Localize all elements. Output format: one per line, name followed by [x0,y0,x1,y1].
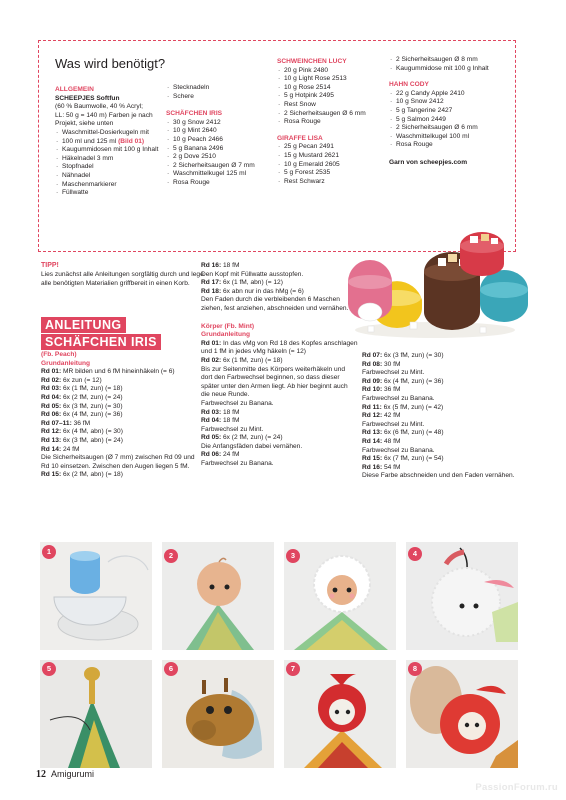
photo-number-badge: 8 [408,662,422,676]
round-row: Rd 03: 18 fM [201,408,240,416]
koerper-heading: Körper (Fb. Mint) [201,322,255,330]
round-row: Bis zur Seitenmitte des Körpers weiterhäkeln und dort den Farbwechsel beginnen, so dass dieser später unter den Armen liegt. Ab hier beginnt auch die neue Runde. [201,365,348,399]
material-item: · Waschmittel-Dosierkugeln mit [55,129,170,138]
material-item: · Waschmittelkugel 100 ml [389,133,514,142]
round-row: Diese Farbe abschneiden und den Faden vernähen. [362,472,515,480]
step-photo-6 [162,660,274,768]
red-capsule [460,232,504,276]
round-row: Farbwechsel zu Banana. [362,446,435,454]
photo-number-badge: 5 [42,662,56,676]
round-row: Rd 06: 24 fM [201,451,240,459]
round-row: Farbwechsel zu Mint. [362,420,425,428]
round-row: Den Faden durch die verbleibenden 6 Maschen ziehen, fest anziehen, abschneiden und vernähen. [201,296,349,312]
materials-title: Was wird benötigt? [55,56,166,71]
material-item: · 25 g Pecan 2491 [277,143,387,152]
round-row: Rd 06: 6x (4 fM, zun) (= 36) [41,411,123,419]
photo-number-badge: 1 [42,545,56,559]
round-row: Rd 17: 6x (1 fM, abn) (= 12) [201,279,283,287]
round-row: Rd 15: 6x (7 fM, zun) (= 54) [362,455,444,463]
step-photo-4 [406,542,518,650]
round-row: Rd 07: 6x (3 fM, zun) (= 30) [362,352,444,359]
instruction-column-2 [201,262,358,469]
product-photo [340,232,530,342]
round-row: Rd 02: 6x (1 fM, zun) (= 18) [201,356,283,364]
photo-number-badge: 2 [164,549,178,563]
color-note: (Fb. Peach) [41,351,77,358]
round-row: Rd 03: 6x (1 fM, zun) (= 18) [41,385,123,393]
material-item: · 22 g Candy Apple 2410 [389,90,514,99]
allgemein-heading: ALLGEMEIN [55,86,94,93]
step-photo-3 [284,542,396,650]
material-item: · Rosa Rouge [166,179,266,188]
round-row: Rd 04: 6x (2 fM, zun) (= 24) [41,393,123,401]
schweinchen-heading: SCHWEINCHEN LUCY [277,58,347,65]
eyes-note: Die Sicherheitsaugen (Ø 7 mm) zwischen Rd 09 und Rd 10 einsetzen. Zwischen den Augen liegen 5 fM. [41,454,195,470]
material-item: · 5 g Banana 2496 [166,145,266,154]
material-item: · Schere [166,93,266,102]
material-item: · Rosa Rouge [389,141,514,150]
material-item: · 20 g Pink 2480 [277,67,387,76]
round-row: Farbwechsel zu Banana. [362,394,435,402]
round-row: Rd 16: 54 fM [362,463,401,471]
yarn-desc: (60 % Baumwolle, 40 % Acryl; [55,103,143,111]
allgemein-column [55,84,170,198]
material-item: · Rest Snow [277,101,387,110]
photo-number-badge: 3 [286,549,300,563]
yarn-source: Garn von scheepjes.com [389,158,468,166]
material-item: · 2 Sicherheitsaugen Ø 6 mm [389,124,514,133]
material-item: · Füllwatte [55,189,170,198]
material-item [55,138,170,147]
instruction-column-1 [41,351,201,480]
material-item: · Rest Schwarz [277,178,387,187]
material-item: · 10 g Mint 2640 [166,127,266,136]
material-item: · Nähnadel [55,172,170,181]
bild-ref: (Bild 01) [118,137,145,145]
page-number: 12 [36,769,46,780]
material-item: · 5 g Forest 2535 [277,169,387,178]
round-row: Rd 05: 6x (2 fM, zun) (= 24) [201,434,283,442]
giraffe-heading: GIRAFFE LISA [277,134,323,142]
step-photo-7 [284,660,396,768]
material-item: · 5 g Salmon 2449 [389,116,514,125]
material-item: · 5 g Tangerine 2427 [389,107,514,116]
step-photo-2 [162,542,274,650]
material-item-text: 100 ml und 125 ml [62,137,119,145]
tipp-heading: TIPP! [41,262,59,269]
hahn-heading: HAHN CODY [389,81,429,89]
round-row: Rd 04: 18 fM [201,417,240,425]
yarn-name: SCHEEPJES Softfun [55,94,120,102]
round-row: Rd 15: 6x (2 fM, abn) (= 18) [41,471,123,479]
round-row: Den Kopf mit Füllwatte ausstopfen. [201,270,304,278]
material-item: · Maschenmarkierer [55,181,170,190]
instruction-heading-line2: SCHÄFCHEN IRIS [41,334,161,350]
material-item: · Stecknadeln [166,84,266,93]
round-row: Rd 02: 6x zun (= 12) [41,376,102,384]
round-row: Rd 18: 6x abn nur in das hMg (= 6) [201,287,304,295]
material-item: · 2 Sicherheitsaugen Ø 7 mm [166,162,266,171]
material-item: · 10 g Peach 2466 [166,136,266,145]
photo-number-badge: 4 [408,547,422,561]
round-row: Rd 10: 36 fM [362,386,401,394]
instruction-column-3 [362,352,522,481]
material-item: · 10 g Light Rose 2513 [277,75,387,84]
instruction-heading [41,317,161,351]
round-row: Die Anfangsfäden dabei vernähen. [201,442,303,450]
tipp-text: Lies zunächst alle Anleitungen sorgfältig durch und lege alle benötigten Materialien griffbereit in einen Korb. [41,271,204,287]
material-item: · 10 g Emerald 2605 [277,161,387,170]
round-row: Rd 14: 48 fM [362,437,401,445]
step-photo-5 [40,660,152,768]
grundanleitung-heading: Grundanleitung [41,359,91,367]
round-row: Rd 13: 6x (6 fM, zun) (= 48) [362,429,444,437]
round-row: Rd 13: 6x (3 fM, abn) (= 24) [41,436,123,444]
round-row: Rd 01: MR bilden und 6 fM hineinhäkeln (= 6) [41,368,175,376]
round-row: Rd 16: 18 fM [201,262,240,269]
material-item: · 2 Sicherheitsaugen Ø 6 mm [277,110,387,119]
materials-box [38,40,516,252]
grundanleitung-heading: Grundanleitung [201,331,251,339]
material-item: · Häkelnadel 3 mm [55,155,170,164]
schaefchen-heading: SCHÄFCHEN IRIS [166,110,223,118]
round-row: Rd 08: 30 fM [362,360,401,368]
material-item: · Waschmittelkugel 125 ml [166,170,266,179]
round-row: Rd 01: In das vMg von Rd 18 des Kopfes anschlagen und 1 fM in jedes vMg häkeln (= 12) [201,339,358,356]
photo-number-badge: 7 [286,662,300,676]
schaefchen-column [166,84,266,188]
round-row: Farbwechsel zu Banana. [201,399,274,407]
material-item: · Kaugummidose mit 100 g Inhalt [389,65,514,74]
round-row: Rd 14: 24 fM [41,445,80,453]
material-item: · 5 g Hotpink 2495 [277,92,387,101]
round-row: Rd 09: 6x (4 fM, zun) (= 36) [362,377,444,385]
schweinchen-column [277,56,387,186]
hahn-column [389,56,514,168]
watermark: PassionForum.ru [475,782,558,793]
magazine-name: Amigurumi [51,769,95,779]
material-item: · Stopfnadel [55,163,170,172]
material-item: · 15 g Mustard 2621 [277,152,387,161]
step-photo-1 [40,542,152,650]
yarn-desc: Projekt, siehe unten [55,120,114,128]
material-item: · Rosa Rouge [277,118,387,127]
round-row: Farbwechsel zu Mint. [201,425,264,433]
material-item: · 30 g Snow 2412 [166,119,266,128]
material-item: · 2 Sicherheitsaugen Ø 8 mm [389,56,514,65]
round-row: Rd 05: 6x (3 fM, zun) (= 30) [41,402,123,410]
step-photo-8 [406,660,518,768]
round-row: Farbwechsel zu Mint. [362,369,425,377]
round-row: Rd 07–11: 36 fM [41,419,91,427]
material-item: · 2 g Dove 2510 [166,153,266,162]
round-row: Rd 11: 6x (5 fM, zun) (= 42) [362,403,444,411]
material-item: · Kaugummidosen mit 100 g Inhalt [55,146,170,155]
round-row: Rd 12: 42 fM [362,412,401,420]
material-item: · 10 g Rose 2514 [277,84,387,93]
teal-capsule [480,270,528,322]
page-footer [36,770,94,780]
round-row: Farbwechsel zu Banana. [201,460,274,468]
material-item: · 10 g Snow 2412 [389,98,514,107]
instruction-heading-line1: ANLEITUNG [41,317,126,333]
photo-number-badge: 6 [164,662,178,676]
round-row: Rd 12: 6x (4 fM, abn) (= 30) [41,428,123,436]
yarn-desc: LL: 50 g = 140 m) Farben je nach [55,111,153,119]
